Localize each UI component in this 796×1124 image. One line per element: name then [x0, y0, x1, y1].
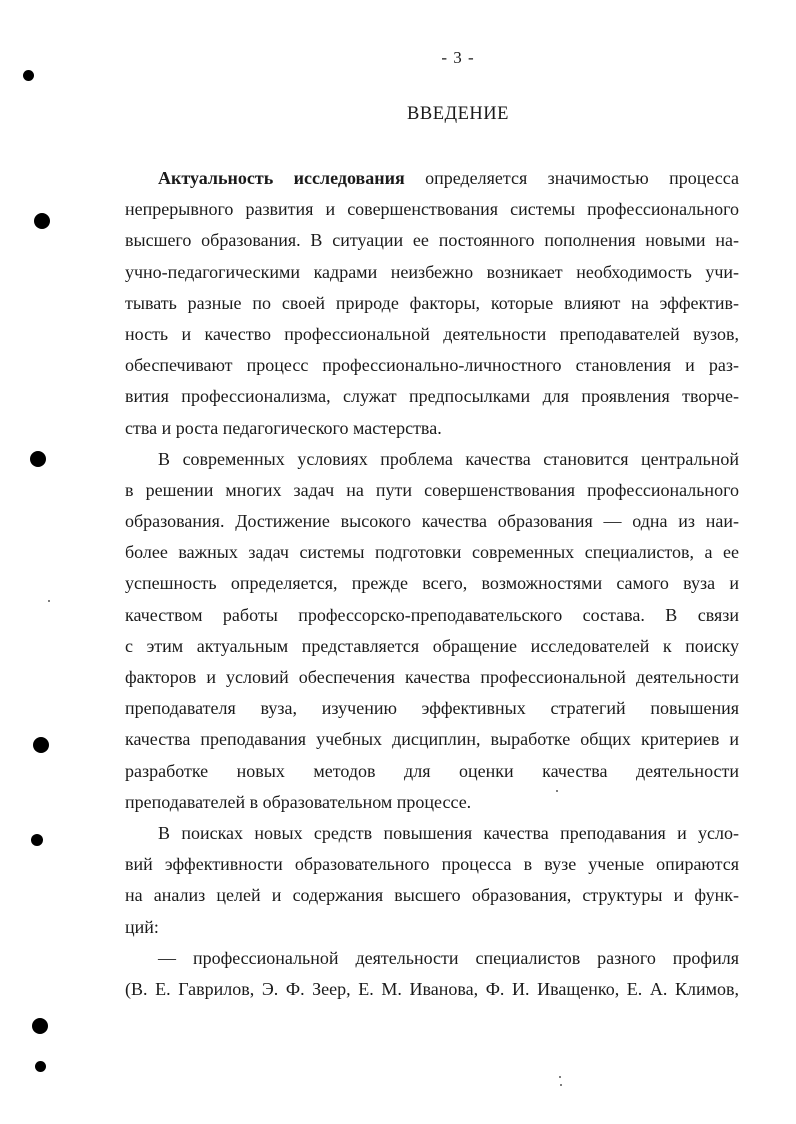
punch-hole	[35, 1061, 46, 1072]
text-line: качеством работы профессорско-преподавательского состава. В связи	[125, 604, 739, 625]
punch-hole	[34, 213, 50, 229]
bold-phrase: Актуальность исследования	[158, 168, 405, 188]
paragraph-3	[125, 818, 739, 943]
text-line: преподавателей в образовательном процессе.	[125, 791, 472, 812]
text-line: непрерывного развития и совершенствования системы профессионального	[125, 199, 739, 220]
text-line: В поисках новых средств повышения качества преподавания и усло-	[158, 822, 739, 843]
text-line: обеспечивают процесс профессионально-личностного становления и раз-	[125, 355, 739, 376]
text-line: (В. Е. Гаврилов, Э. Ф. Зеер, Е. М. Иванова, Ф. И. Иващенко, Е. А. Климов,	[125, 978, 739, 999]
text-line: В современных условиях проблема качества становится центральной	[158, 448, 739, 469]
text-line: учно-педагогическими кадрами неизбежно возникает необходимость учи-	[125, 261, 739, 282]
scan-speck	[48, 600, 50, 602]
paragraph-1	[125, 163, 739, 444]
paragraph-4	[125, 943, 739, 1005]
text-line: тывать разные по своей природе факторы, которые влияют на эффектив-	[125, 292, 739, 313]
text-line: преподавателя вуза, изучению эффективных стратегий повышения	[125, 698, 739, 719]
text-line: вития профессионализма, служат предпосылками для проявления творче-	[125, 386, 739, 407]
section-heading: ВВЕДЕНИЕ	[407, 104, 509, 124]
text-line: более важных задач системы подготовки современных специалистов, а ее	[125, 542, 739, 563]
text-line: высшего образования. В ситуации ее постоянного пополнения новыми на-	[125, 230, 739, 251]
text-line: факторов и условий обеспечения качества профессиональной деятельности	[125, 667, 739, 687]
punch-hole	[33, 737, 49, 753]
text-line	[125, 163, 739, 194]
text-line: ций:	[125, 916, 159, 937]
text-line: разработке новых методов для оценки качества деятельности	[125, 760, 739, 781]
text-line: образования. Достижение высокого качества образования — одна из наи-	[125, 511, 739, 532]
punch-hole	[32, 1018, 48, 1034]
text-line: на анализ целей и содержания высшего образования, структуры и функ-	[125, 885, 739, 906]
scan-speck	[560, 1084, 562, 1086]
text-line: успешность определяется, прежде всего, возможностями самого вуза и	[125, 573, 739, 594]
page-number: - 3 -	[441, 48, 475, 67]
punch-hole	[31, 834, 43, 846]
scan-speck	[559, 1076, 561, 1078]
text-line: в решении многих задач на пути совершенствования профессионального	[125, 479, 739, 500]
text-line: вий эффективности образовательного процесса в вузе ученые опираются	[125, 854, 739, 875]
document-body	[125, 163, 739, 1005]
punch-hole	[30, 451, 46, 467]
text-line: с этим актуальным представляется обращение исследователей к поиску	[125, 635, 739, 656]
line-text: определяется значимостью процесса	[404, 168, 739, 188]
text-line: ства и роста педагогического мастерства.	[125, 417, 442, 438]
scan-speck	[556, 790, 558, 792]
text-line: ность и качество профессиональной деятельности преподавателей вузов,	[125, 323, 739, 344]
paragraph-2	[125, 444, 739, 818]
text-line: — профессиональной деятельности специалистов разного профиля	[158, 947, 739, 968]
punch-hole	[23, 70, 34, 81]
text-line: качества преподавания учебных дисциплин, выработке общих критериев и	[125, 729, 739, 750]
